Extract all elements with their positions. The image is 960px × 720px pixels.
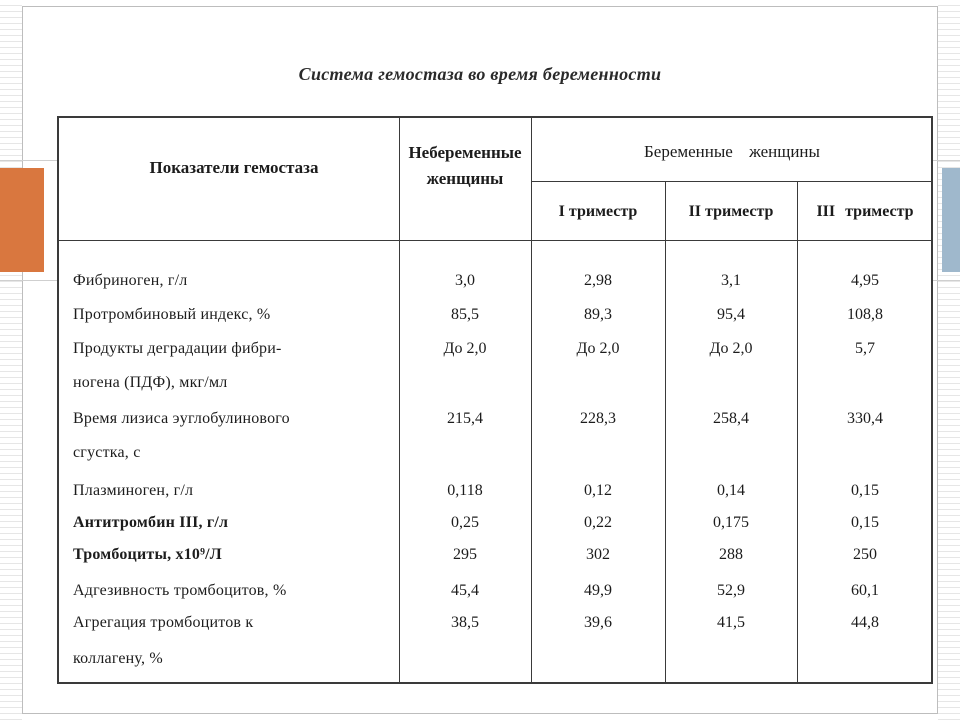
value-trimester-3: 330,4 bbox=[847, 410, 883, 427]
value-trimester-2: 3,1 bbox=[721, 272, 741, 289]
header-pregnant: Беременные женщины bbox=[644, 142, 820, 161]
accent-rule-bottom-right bbox=[932, 280, 960, 281]
header-bottom-rule bbox=[59, 240, 931, 241]
value-nonpregnant: 215,4 bbox=[447, 410, 483, 427]
header-trimester-2: II триместр bbox=[688, 203, 774, 220]
row-label: коллагену, % bbox=[73, 650, 163, 667]
row-label: Тромбоциты, x10⁹/Л bbox=[73, 546, 222, 563]
value-trimester-3: 0,15 bbox=[851, 514, 879, 531]
value-trimester-2: 288 bbox=[719, 546, 743, 563]
left-accent-block bbox=[0, 168, 44, 272]
header-trimester-3: III триместр bbox=[816, 203, 914, 220]
value-trimester-1: 228,3 bbox=[580, 410, 616, 427]
right-accent-block bbox=[942, 168, 960, 272]
value-trimester-2: 95,4 bbox=[717, 306, 745, 323]
left-stripe-border bbox=[0, 0, 22, 720]
row-label: Антитромбин III, г/л bbox=[73, 514, 229, 531]
value-trimester-1: 89,3 bbox=[584, 306, 612, 323]
value-trimester-1: 49,9 bbox=[584, 582, 612, 599]
value-trimester-2: До 2,0 bbox=[709, 340, 753, 357]
right-stripe-border bbox=[938, 0, 960, 720]
value-nonpregnant: 0,118 bbox=[447, 482, 483, 499]
row-label: сгустка, с bbox=[73, 444, 141, 461]
table-title: Система гемостаза во время беременности bbox=[298, 64, 662, 84]
row-label: Фибриноген, г/л bbox=[73, 272, 188, 289]
col-divider-3 bbox=[665, 181, 666, 682]
col-divider-4 bbox=[797, 181, 798, 682]
value-trimester-2: 258,4 bbox=[713, 410, 749, 427]
header-nonpregnant: Небеременные женщины bbox=[408, 143, 522, 188]
value-trimester-1: 0,12 bbox=[584, 482, 612, 499]
header-trimester-1: I триместр bbox=[558, 203, 638, 220]
value-trimester-1: 302 bbox=[586, 546, 610, 563]
value-trimester-1: 39,6 bbox=[584, 614, 612, 631]
value-trimester-2: 0,175 bbox=[713, 514, 749, 531]
value-nonpregnant: До 2,0 bbox=[443, 340, 487, 357]
value-trimester-3: 60,1 bbox=[851, 582, 879, 599]
value-trimester-3: 108,8 bbox=[847, 306, 883, 323]
value-trimester-3: 5,7 bbox=[855, 340, 875, 357]
row-label: Агрегация тромбоцитов к bbox=[73, 614, 254, 631]
col-divider-1 bbox=[399, 118, 400, 682]
value-trimester-2: 52,9 bbox=[717, 582, 745, 599]
accent-rule-top-left bbox=[0, 160, 58, 161]
value-nonpregnant: 85,5 bbox=[451, 306, 479, 323]
pregnant-subheader-rule bbox=[531, 181, 931, 182]
value-nonpregnant: 45,4 bbox=[451, 582, 479, 599]
value-trimester-3: 4,95 bbox=[851, 272, 879, 289]
value-nonpregnant: 0,25 bbox=[451, 514, 479, 531]
value-trimester-1: До 2,0 bbox=[576, 340, 620, 357]
value-trimester-1: 2,98 bbox=[584, 272, 612, 289]
value-nonpregnant: 3,0 bbox=[455, 272, 475, 289]
value-nonpregnant: 38,5 bbox=[451, 614, 479, 631]
accent-rule-top-right bbox=[932, 160, 960, 161]
row-label: Время лизиса эуглобулинового bbox=[73, 410, 290, 427]
value-trimester-3: 250 bbox=[853, 546, 877, 563]
value-trimester-1: 0,22 bbox=[584, 514, 612, 531]
row-label: Продукты деградации фибри- bbox=[73, 340, 282, 357]
value-trimester-2: 0,14 bbox=[717, 482, 745, 499]
row-label: Плазминоген, г/л bbox=[73, 482, 194, 499]
value-trimester-2: 41,5 bbox=[717, 614, 745, 631]
accent-rule-bottom-left bbox=[0, 280, 58, 281]
value-trimester-3: 0,15 bbox=[851, 482, 879, 499]
value-trimester-3: 44,8 bbox=[851, 614, 879, 631]
row-label: Адгезивность тромбоцитов, % bbox=[73, 582, 287, 599]
row-label: ногена (ПДФ), мкг/мл bbox=[73, 374, 228, 391]
value-nonpregnant: 295 bbox=[453, 546, 477, 563]
header-indicator: Показатели гемостаза bbox=[149, 158, 319, 177]
hemostasis-table bbox=[57, 116, 933, 684]
row-label: Протромбиновый индекс, % bbox=[73, 306, 271, 323]
